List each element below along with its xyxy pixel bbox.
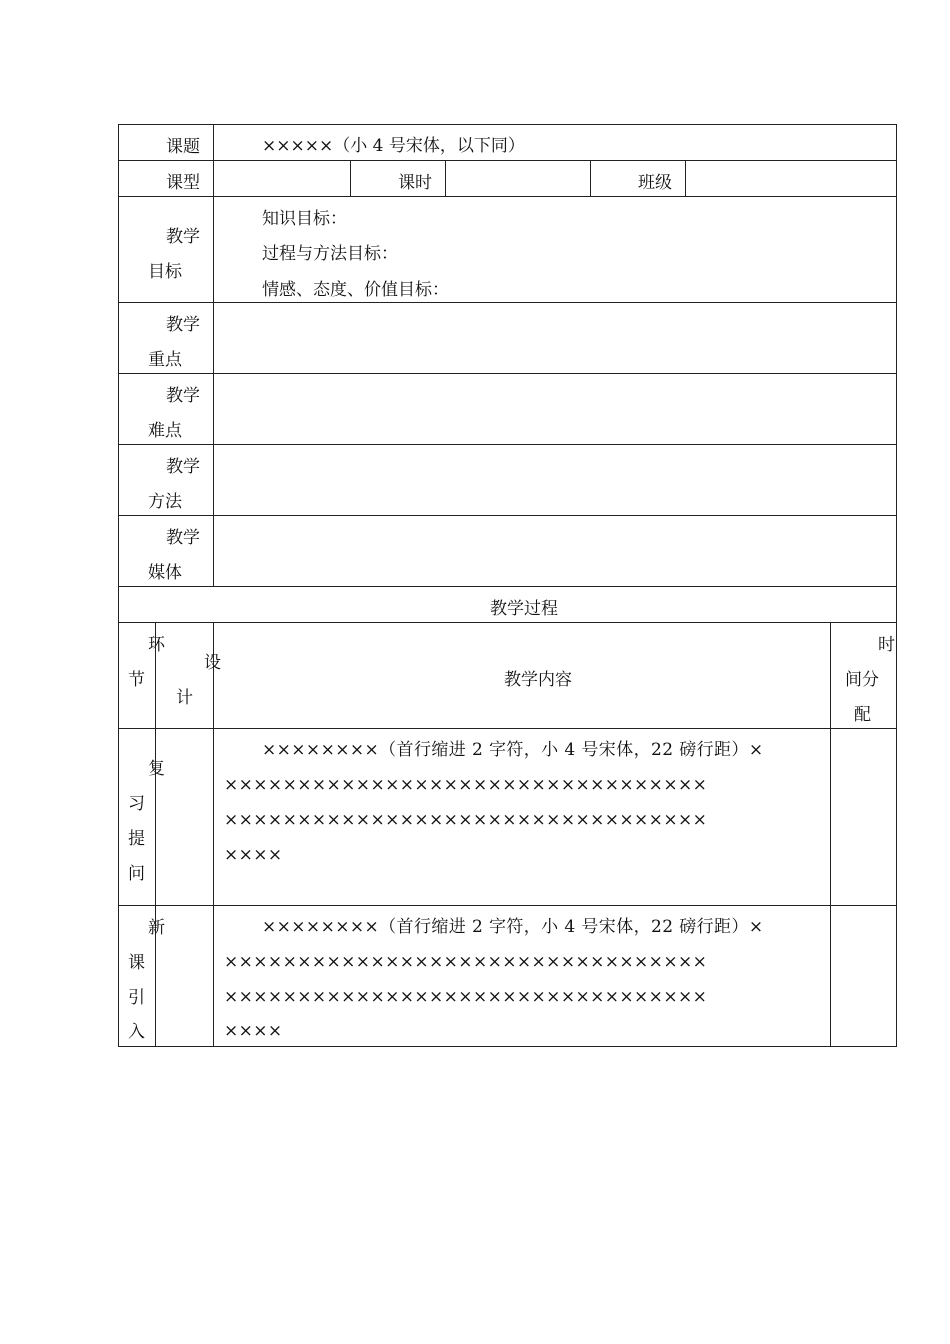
column-divider	[445, 160, 446, 196]
class-label: 班级	[638, 173, 672, 193]
review-content-line: ××××××××（首行缩进 2 字符，小 4 号宋体，22 磅行距）×	[262, 740, 764, 760]
key-points-label-line1: 教学	[166, 315, 200, 335]
row-divider	[118, 160, 897, 161]
topic-label: 课题	[166, 137, 200, 157]
label-column-divider	[213, 124, 214, 587]
stage-review-char: 提	[128, 829, 145, 849]
stage-intro-char: 入	[128, 1022, 145, 1042]
intro-content-line: ××××××××（首行缩进 2 字符，小 4 号宋体，22 磅行距）×	[262, 917, 764, 937]
header-content: 教学内容	[504, 670, 572, 690]
stage-review-char: 复	[148, 759, 165, 779]
table-left-border	[118, 124, 119, 1047]
objective-emotion-attitude-value: 情感、态度、价值目标：	[262, 280, 449, 300]
media-label-line2: 媒体	[148, 563, 182, 583]
lesson-type-label: 课型	[166, 173, 200, 193]
row-divider	[118, 373, 897, 374]
header-design-line2: 计	[176, 688, 193, 708]
stage-intro-char: 课	[128, 953, 145, 973]
intro-content-line: ×××××××××××××××××××××××××××××××××	[224, 952, 708, 972]
key-points-label-line2: 重点	[148, 350, 182, 370]
review-content-line: ×××××××××××××××××××××××××××××××××	[224, 810, 708, 830]
row-divider	[118, 728, 897, 729]
intro-content-line: ×××××××××××××××××××××××××××××××××	[224, 987, 708, 1007]
header-time-line1: 时	[878, 635, 895, 655]
hours-label: 课时	[398, 173, 432, 193]
header-stage-line1: 环	[148, 635, 165, 655]
row-divider	[118, 302, 897, 303]
column-divider	[350, 160, 351, 196]
intro-content-line: ××××	[224, 1021, 283, 1041]
row-divider	[118, 622, 897, 623]
review-content-line: ××××	[224, 845, 283, 865]
header-stage-line2: 节	[128, 670, 145, 690]
review-content-line: ×××××××××××××××××××××××××××××××××	[224, 775, 708, 795]
column-divider	[590, 160, 591, 196]
objective-knowledge: 知识目标：	[262, 209, 347, 229]
row-divider	[118, 515, 897, 516]
content-time-divider	[830, 622, 831, 1047]
stage-intro-char: 引	[128, 988, 145, 1008]
table-right-border	[896, 124, 897, 1047]
header-time-line3: 配	[854, 705, 871, 725]
design-content-divider	[213, 622, 214, 1047]
stage-review-char: 习	[128, 794, 145, 814]
stage-design-divider	[155, 622, 156, 1047]
row-divider	[118, 444, 897, 445]
header-design-line1: 设	[204, 653, 221, 673]
media-label-line1: 教学	[166, 528, 200, 548]
objectives-label-line1: 教学	[166, 227, 200, 247]
column-divider	[685, 160, 686, 196]
header-time-line2: 间分	[845, 670, 879, 690]
stage-review-char: 问	[128, 864, 145, 884]
difficulties-label-line2: 难点	[148, 421, 182, 441]
row-divider	[118, 586, 897, 587]
difficulties-label-line1: 教学	[166, 386, 200, 406]
objectives-label-line2: 目标	[148, 262, 182, 282]
row-divider	[118, 905, 897, 906]
stage-intro-char: 新	[148, 918, 165, 938]
objective-process-method: 过程与方法目标：	[262, 244, 398, 264]
methods-label-line2: 方法	[148, 492, 182, 512]
methods-label-line1: 教学	[166, 457, 200, 477]
table-top-border	[118, 124, 897, 125]
topic-value: ×××××（小 4 号宋体，以下同）	[262, 136, 525, 156]
row-divider	[118, 196, 897, 197]
process-table-title: 教学过程	[490, 599, 558, 619]
